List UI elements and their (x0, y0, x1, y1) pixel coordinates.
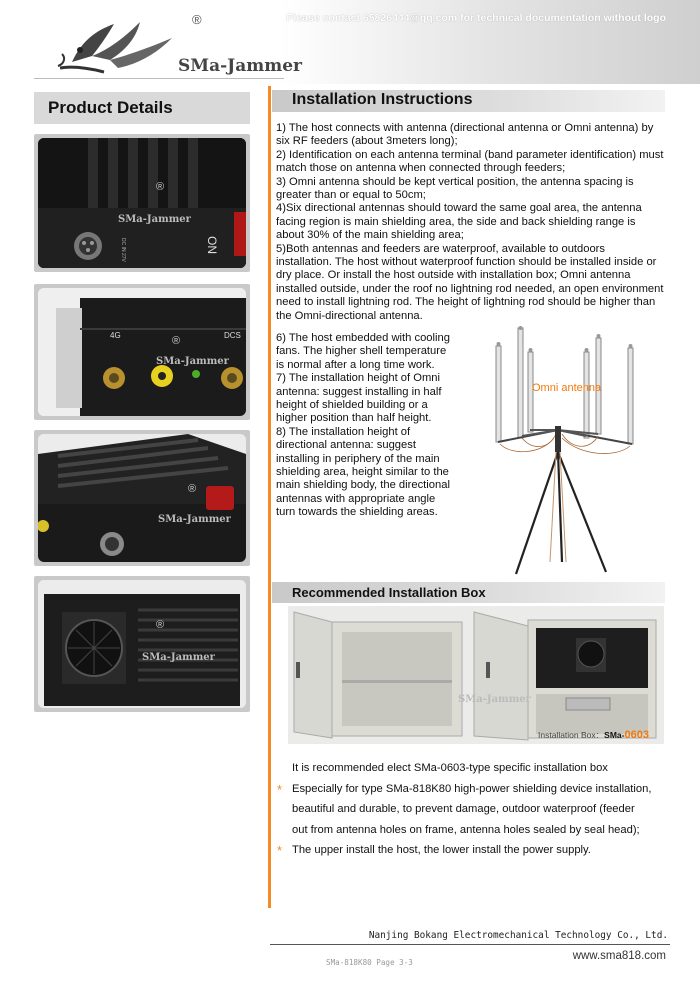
recommendation-line: beautiful and durable, to prevent damage, outdoor waterproof (feeder (292, 803, 635, 815)
recommended-box-title: Recommended Installation Box (272, 582, 665, 603)
installation-step: 1) The host connects with antenna (directional antenna or Omni antenna) by six RF feeders (about 3meters long); (276, 122, 654, 148)
photo-watermark: SMa-Jammer (458, 694, 531, 705)
footer-url: www.sma818.com (572, 950, 666, 962)
installation-step: 5)Both antennas and feeders are waterproof, available to outdoors installation. The host without waterproof function should be installed inside or dry place. Or install the host outside with installation box; Omni antenna installed outside, under the roof no lightning rod needed, an open environment need to install lightning rod. The height of lightning rod should be higher than the Omni-directional antenna. (276, 242, 664, 322)
photo-watermark: SMa-Jammer (118, 214, 191, 225)
product-photo-4 (34, 576, 250, 712)
omni-antenna-label: Omni antenna (532, 382, 602, 394)
star-bullet-icon: * (277, 843, 283, 858)
dcs-label: DCS (224, 331, 241, 340)
installation-box-image (288, 606, 664, 744)
dc-in-label: DC IN 27V (120, 238, 126, 262)
recommendation-line: * Especially for type SMa-818K80 high-power shielding device installation, (277, 781, 652, 797)
on-label: ON (205, 236, 219, 254)
recommendation-line: It is recommended elect SMa-0603-type specific installation box (292, 762, 608, 774)
vertical-divider (268, 86, 271, 908)
installation-box-caption (538, 729, 649, 741)
recommendation-text (277, 758, 671, 861)
brand-name: SMa-Jammer (178, 56, 302, 76)
footer-company: Nanjing Bokang Electromechanical Technology Co., Ltd. (368, 930, 668, 941)
svg-text:®: ® (188, 483, 197, 495)
svg-text:®: ® (156, 181, 165, 193)
installation-step: 6) The host embedded with cooling fans. The higher shell temperature is normal after a long time work. (276, 332, 450, 371)
installation-step: 3) Omni antenna should be kept vertical position, the antenna spacing is greater than or equal to 50cm; (276, 175, 634, 202)
recommendation-line: * The upper install the host, the lower install the power supply. (277, 843, 591, 858)
svg-text:®: ® (156, 619, 165, 631)
omni-antenna-image (492, 326, 652, 576)
contact-note: Please contact 65826444@qq.com for technical documentation without logo (286, 12, 666, 24)
recommendation-line: out from antenna holes on frame, antenna holes sealed by seal head); (292, 823, 640, 836)
product-details-title: Product Details (34, 92, 250, 124)
installation-title: Installation Instructions (272, 90, 665, 112)
caption-number: 0603 (624, 729, 649, 741)
product-photo-1 (34, 134, 250, 272)
product-photo-2 (34, 284, 250, 420)
header-rule (34, 78, 284, 79)
installation-steps (276, 122, 664, 323)
installation-step: 4)Six directional antennas should toward the same goal area, the antenna facing region is main shielding area, the side and back shielding range is about 30% of the main shielding area; (276, 202, 642, 242)
installation-step: 2) Identification on each antenna terminal (band parameter identification) must match those on antenna when connected through feeders; (276, 148, 664, 175)
photo-watermark: SMa-Jammer (142, 652, 215, 663)
product-photo-3 (34, 430, 250, 566)
footer-page-number: SMa-818K80 Page 3-3 (326, 958, 413, 967)
photo-watermark: SMa-Jammer (156, 356, 229, 367)
footer-rule (270, 944, 670, 945)
registered-mark: ® (192, 12, 202, 27)
4g-label: 4G (110, 331, 121, 340)
caption-model: SMa- (604, 730, 625, 740)
photo-watermark: SMa-Jammer (158, 514, 231, 525)
installation-steps-narrow (276, 332, 454, 520)
star-bullet-icon: * (277, 781, 283, 797)
caption-prefix: Installation Box： (538, 730, 605, 740)
installation-step: 7) The installation height of Omni antenna: suggest installing in half height of shielded building or a higher position than half height. (276, 372, 442, 425)
installation-step: 8) The installation height of directional antenna: suggest installing in periphery of the main shielding area, height similar to the main shielding body, the directional antennas with appropriate angle turn towards the shielding areas. (276, 425, 450, 519)
svg-text:®: ® (172, 335, 181, 347)
